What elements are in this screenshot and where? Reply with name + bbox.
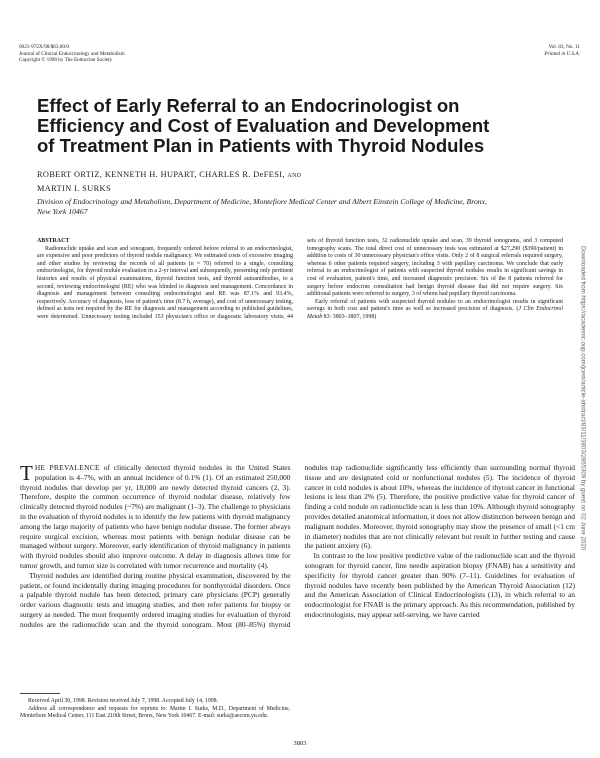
- journal-copyright: Copyright © 1998 by The Endocrine Society: [19, 57, 113, 64]
- authors-line-2: MARTIN I. SURKS: [37, 183, 111, 193]
- journal-printed: Printed in U.S.A.: [544, 50, 580, 57]
- authors-line-1: ROBERT ORTIZ, KENNETH H. HUPART, CHARLES R. DeFESI,: [37, 170, 285, 179]
- journal-header-left: [19, 44, 125, 64]
- abstract-heading: ABSTRACT: [37, 238, 70, 244]
- journal-code: 0021-972X/98/$03.00/0: [19, 44, 70, 50]
- abstract-citation-end: 83: 3803–3807, 1998): [322, 313, 377, 320]
- footnote-correspondence: Address all correspondence and requests for reprints to: Martin I. Surks, M.D., Department of Medicine, Montefiore Medical Center, 111 East 210th Street, Bronx, New York 10467. E-mail: surks@aecom.yu.edu.: [20, 705, 290, 719]
- body-paragraph-2: Thyroid nodules are identified during routine physical examination, discovered by the patient, or found incidentally during imaging procedures for nonthyroidal disorders. Once a palpable thyroid nodule has been detected, primary care physicians (PCP) generally order various diagnostic tests and imaging studies, and then refer patients for biopsy or surgery as needed. The most frequently ordered imaging studies for evaluation of thyroid nodules are the radionuclide scan and the thyroid sonogram. Most (80–85%) thyroid nodules trap radionuclide significantly less efficiently than surrounding normal thyroid tissue and are designated cold or nonfunctional nodules (5). The incidence of thyroid cancer in cold nodules is about 10%, whereas the incidence of thyroid cancer in functional lesions is less than 2% (5). Therefore, the positive predictive value for thyroid cancer of finding a cold nodule on radionuclide scan is less than 10%. Although thyroid sonography provides detailed anatomical information, it does not allow distinction between benign and malignant nodules. Moreover, thyroid sonography may show the presence of small (<1 cm in diameter) nodules that are not clinically relevant but result in further testing and cause the patient anxiety (6).: [20, 463, 575, 629]
- abstract-paragraph-1: Radionuclide uptake and scan and sonogram, frequently ordered before referral to an endocrinologist, are expensive and poor predictors of thyroid nodule malignancy. We estimated costs of excessive imaging and other studies by reviewing the records of all patients (n = 70) referred to a single, consulting endocrinologist, for thyroid nodule evaluation in a 2-yr interval and subsequently, presenting only pertinent histories and results of physical examinations, thyroid function tests, and thyroid autoantibodies, to a second, reviewing endocrinologist (RE) who was blinded to diagnosis and management. Concordance in diagnosis and management between consulting endocrinologist and RE was 87.1% and 93.4%, respectively. Accuracy of diagnosis, loss of patient's time (8.7 h, average), and cost of unnecessary testing, defined as tests not required by the RE for diagnosis and management according to published guidelines, were determined. Unnecessary testing included 153 physician's office or diagnostic laboratory visits, 44 sets of thyroid function tests, 32 radionuclide uptake and scan, 39 thyroid sonograms, and 3 computed tomography scans. The total direct cost of unnecessary tests was estimated at $27,290 ($390/patient) in addition to costs of 30 unnecessary physician's office visits. Only 2 of 8 surgical referrals required surgery, whereas 6 other patients required surgery, including 3 with papillary carcinoma. We conclude that early referral to an endocrinologist of patients with suspected thyroid nodules results in significant savings in cost of evaluation, patient's time, and increased diagnostic precision. Six of the 8 patients referred for surgery before endocrine consultation had benign thyroid disease that did not require surgery. Six additional patients were referred to surgery, 3 of whom had papillary thyroid carcinoma.: [37, 238, 563, 320]
- body-paragraph-3: In contrast to the low positive predictive value of the radionuclide scan and the thyroid sonogram for thyroid cancer, fine needle aspiration biopsy (FNAB) has a sensitivity and specificity for thyroid cancer greater than 90% (7–11). Guidelines for evaluation of thyroid nodules have recently been published by the American Thyroid Association (12) and the American Association of Clinical Endocrinologists (13), in which referral to an endocrinologist for FNAB is the primary approach. As this recommendation, published by endocrinologists, may appear self-serving, we have carried: [304, 551, 575, 619]
- authors-and: AND: [287, 173, 302, 179]
- intro-smallcaps: HE PREVALENCE: [34, 463, 100, 472]
- author-list: [37, 169, 457, 194]
- footnote-received: Received April 30, 1998. Revision received July 7, 1998. Accepted July 14, 1998.: [28, 698, 218, 704]
- journal-header-right: [544, 44, 580, 57]
- abstract-paragraph-2: [307, 299, 563, 322]
- abstract-p2-text: Early referral of patients with suspected thyroid nodules to an endocrinologist results in significant savings in both cost and patient's time as well as increased precision of diagnosis. (: [307, 298, 563, 313]
- download-watermark-text: Downloaded from https://academic.oup.com/jcem/article-abstract/83/11/3803/2865309 by guest on 02 June 2020: [579, 245, 587, 551]
- journal-volume: Vol. 83, No. 11: [548, 44, 580, 50]
- footnote-divider: [20, 693, 60, 694]
- affiliation: Division of Endocrinology and Metabolism, Department of Medicine, Montefiore Medical Center and Albert Einstein College of Medicine, Bronx, New York 10467: [37, 197, 487, 216]
- drop-cap: T: [20, 461, 33, 485]
- article-title: Effect of Early Referral to an Endocrinologist on Efficiency and Cost of Evaluation and Development of Treatment Plan in Patients with Thyroid Nodules: [37, 95, 490, 156]
- abstract-citation-journal: J Clin Endocrinol Metab: [307, 306, 563, 320]
- page-number: 3803: [293, 740, 307, 747]
- abstract: [37, 238, 563, 322]
- footnotes: [20, 698, 290, 721]
- journal-name: Journal of Clinical Endocrinology and Metabolism: [19, 50, 125, 57]
- body-paragraph-1: [20, 463, 291, 571]
- article-body: [20, 463, 575, 630]
- body-p1-rest: of clinically detected thyroid nodules in the United States population is 4–7%, with an annual incidence of 0.1% (1). Of an estimated 250,000 thyroid nodules that develop per yr, 18,000 are newly detected thyroid cancers (2, 3). Therefore, despite the common occurrence of thyroid nodular disease, relatively few clinically detected thyroid nodules (~7%) are malignant (1–3). The challenge to physicians in the evaluation of thyroid nodules is to identify the few patients with thyroid malignancy among the large majority of patients who have benign nodular disease. The former always require surgical excision, whereas most patients with benign nodular disease can be managed without surgery. Moreover, early identification of thyroid malignancy in patients with thyroid nodules should also improve outcome. A delay in diagnosis allows time for tumor growth, and tumor size is correlated with tumor recurrence and mortality (4).: [20, 463, 291, 570]
